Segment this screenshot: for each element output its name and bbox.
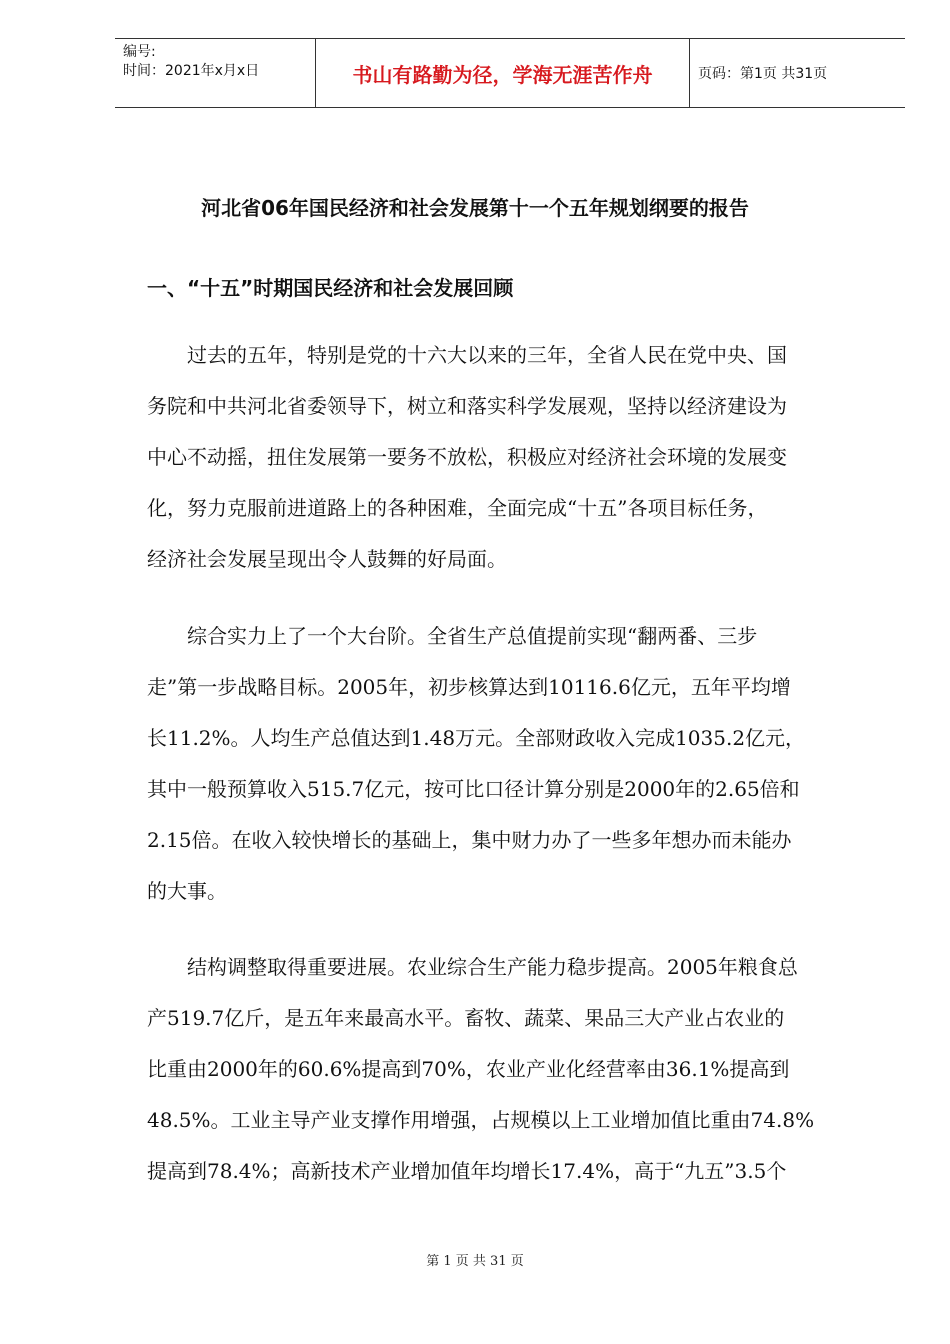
document-title: 河北省06年国民经济和社会发展第十一个五年规划纲要的报告 (201, 196, 749, 220)
header-meta-cell (115, 39, 316, 107)
page-header (115, 38, 905, 108)
paragraph-line: 其中一般预算收入515.7亿元，按可比口径计算分别是2000年的2.65倍和 (147, 777, 800, 801)
paragraph-2 (147, 611, 877, 917)
paragraph-line: 产519.7亿斤，是五年来最高水平。畜牧、蔬菜、果品三大产业占农业的 (147, 1006, 785, 1030)
paragraph-3 (147, 942, 877, 1197)
paragraph-line: 中心不动摇，扭住发展第一要务不放松，积极应对经济社会环境的发展变 (147, 445, 787, 469)
paragraph-line: 综合实力上了一个大台阶。全省生产总值提前实现“翻两番、三步 (187, 624, 758, 648)
paragraph-line: 走”第一步战略目标。2005年，初步核算达到10116.6亿元，五年平均增 (147, 675, 791, 699)
header-motto-cell (316, 39, 690, 107)
paragraph-line: 的大事。 (147, 879, 227, 903)
paragraph-1 (147, 330, 877, 585)
paragraph-line: 过去的五年，特别是党的十六大以来的三年，全省人民在党中央、国 (187, 343, 787, 367)
header-page-info: 页码：第1页 共31页 (698, 66, 828, 82)
paragraph-line: 务院和中共河北省委领导下，树立和落实科学发展观，坚持以经济建设为 (147, 394, 787, 418)
paragraph-line: 长11.2%。人均生产总值达到1.48万元。全部财政收入完成1035.2亿元， (147, 726, 806, 750)
time-label: 时间：2021年x月x日 (123, 63, 260, 79)
paragraph-line: 经济社会发展呈现出令人鼓舞的好局面。 (147, 547, 507, 571)
paragraph-line: 化，努力克服前进道路上的各种困难，全面完成“十五”各项目标任务， (147, 496, 768, 520)
serial-label: 编号: (123, 44, 156, 60)
paragraph-line: 48.5%。工业主导产业支撑作用增强，占规模以上工业增加值比重由74.8% (147, 1108, 815, 1132)
section-heading: 一、“十五”时期国民经济和社会发展回顾 (147, 276, 514, 300)
paragraph-line: 比重由2000年的60.6%提高到70%，农业产业化经营率由36.1%提高到 (147, 1057, 790, 1081)
paragraph-line: 2.15倍。在收入较快增长的基础上，集中财力办了一些多年想办而未能办 (147, 828, 792, 852)
header-page-cell (690, 39, 905, 107)
paragraph-line: 提高到78.4%；高新技术产业增加值年均增长17.4%，高于“九五”3.5个 (147, 1159, 787, 1183)
paragraph-line: 结构调整取得重要进展。农业综合生产能力稳步提高。2005年粮食总 (187, 955, 798, 979)
page-footer: 第 1 页 共 31 页 (426, 1254, 524, 1269)
motto-text: 书山有路勤为径，学海无涯苦作舟 (352, 62, 653, 87)
